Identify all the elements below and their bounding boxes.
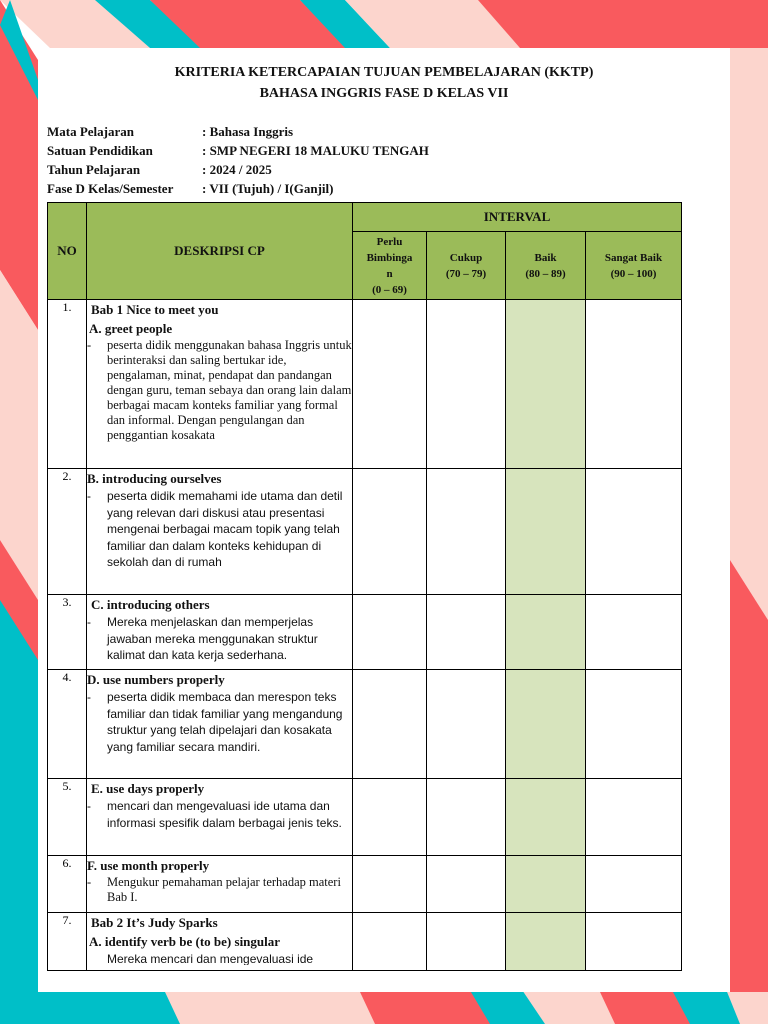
bullet-dash: - [87, 338, 92, 352]
header-cukup [427, 232, 506, 300]
meta-label: Mata Pelajaran [47, 124, 135, 139]
header-range: (80 – 89) [525, 267, 566, 280]
meta-value: : 2024 / 2025 [202, 162, 272, 177]
objective-heading: A. greet people [89, 321, 173, 336]
stripe-coral [730, 560, 768, 1024]
header-range: (90 – 100) [610, 267, 657, 280]
chapter-heading: Bab 1 Nice to meet you [91, 302, 219, 317]
cell-sangat-baik [586, 779, 682, 856]
header-perlu-line: n [386, 267, 393, 280]
cell-cukup [427, 595, 506, 670]
meta-value: : VII (Tujuh) / I(Ganjil) [202, 181, 334, 196]
document-page [38, 48, 730, 992]
table-row [48, 670, 682, 779]
bullet-dash: - [87, 489, 91, 503]
cell-cukup [427, 856, 506, 913]
meta-value: : SMP NEGERI 18 MALUKU TENGAH [202, 143, 429, 158]
header-baik [506, 232, 586, 300]
description-body: mencari dan mengevaluasi ide utama dan informasi spesifik dalam berbagai jenis teks. [107, 799, 342, 830]
description-body: peserta didik memahami ide utama dan detil yang relevan dari diskusi atau presentasi mengenai berbagai macam topik yang telah familiar dan dalam konteks kehidupan di sekolah dan di rumah [107, 489, 343, 569]
row-number: 7. [48, 913, 87, 971]
row-description [87, 913, 353, 971]
cell-sangat-baik [586, 670, 682, 779]
header-name: Baik [534, 251, 557, 264]
cell-cukup [427, 670, 506, 779]
row-number: 2. [48, 469, 87, 595]
bullet-dash: - [87, 799, 91, 813]
document-title: KRITERIA KETERCAPAIAN TUJUAN PEMBELAJARAN (KKTP) [174, 65, 594, 80]
description-text [87, 338, 352, 443]
table-row [48, 856, 682, 913]
cell-baik [506, 595, 586, 670]
header-no: NO [48, 203, 87, 300]
cell-perlu-bimbingan [353, 856, 427, 913]
table-row [48, 300, 682, 469]
header-perlu-line: Bimbinga [366, 251, 413, 264]
header-interval: INTERVAL [353, 203, 682, 232]
header-sangat-baik [586, 232, 682, 300]
kktp-table [47, 202, 682, 971]
header-name: Cukup [449, 251, 483, 264]
stripe-blush [730, 48, 768, 620]
meta-label: Satuan Pendidikan [47, 143, 153, 158]
row-description [87, 469, 353, 595]
cell-baik [506, 670, 586, 779]
row-number: 4. [48, 670, 87, 779]
meta-row [47, 143, 429, 159]
table-row [48, 779, 682, 856]
row-number: 3. [48, 595, 87, 670]
cell-baik [506, 469, 586, 595]
row-number: 1. [48, 300, 87, 469]
cell-perlu-bimbingan [353, 913, 427, 971]
description-text [87, 689, 352, 755]
header-perlu-line: Perlu [376, 235, 403, 248]
cell-perlu-bimbingan [353, 670, 427, 779]
cell-perlu-bimbingan [353, 469, 427, 595]
header-range: (0 – 69) [372, 283, 407, 296]
row-description [87, 300, 353, 469]
bullet-dash: - [87, 615, 91, 629]
row-number: 6. [48, 856, 87, 913]
meta-value: : Bahasa Inggris [202, 124, 294, 139]
description-body: Mereka mencari dan mengevaluasi ide [107, 952, 314, 965]
objective-heading: A. identify verb be (to be) singular [89, 934, 281, 949]
row-description [87, 856, 353, 913]
description-text [87, 875, 352, 905]
row-description [87, 595, 353, 670]
cell-sangat-baik [586, 913, 682, 971]
stripe-teal [0, 992, 180, 1024]
cell-sangat-baik [586, 469, 682, 595]
objective-heading: E. use days properly [91, 781, 205, 796]
bullet-dash: - [87, 690, 91, 704]
cell-baik [506, 913, 586, 971]
bullet-dash: - [87, 875, 92, 889]
table-row [48, 913, 682, 971]
stripe-coral [478, 0, 768, 48]
cell-perlu-bimbingan [353, 595, 427, 670]
meta-label: Tahun Pelajaran [47, 162, 141, 177]
meta-label: Fase D Kelas/Semester [47, 181, 174, 196]
cell-cukup [427, 300, 506, 469]
cell-sangat-baik [586, 595, 682, 670]
objective-heading: C. introducing others [91, 597, 210, 612]
meta-row [47, 162, 272, 178]
cell-sangat-baik [586, 856, 682, 913]
header-perlu-bimbingan [353, 232, 427, 300]
row-description [87, 670, 353, 779]
cell-perlu-bimbingan [353, 779, 427, 856]
cell-baik [506, 779, 586, 856]
cell-cukup [427, 469, 506, 595]
row-description [87, 779, 353, 856]
chapter-heading: Bab 2 It’s Judy Sparks [91, 915, 218, 930]
objective-heading: D. use numbers properly [87, 672, 225, 687]
description-text [87, 798, 352, 831]
description-text [87, 951, 352, 965]
table-row [48, 469, 682, 595]
header-name: Sangat Baik [604, 251, 663, 264]
row-number: 5. [48, 779, 87, 856]
header-range: (70 – 79) [445, 267, 487, 280]
description-text [87, 614, 352, 664]
cell-baik [506, 300, 586, 469]
stripe-teal [0, 600, 38, 1024]
table-row [48, 595, 682, 670]
meta-row [47, 181, 333, 197]
cell-perlu-bimbingan [353, 300, 427, 469]
cell-cukup [427, 913, 506, 971]
objective-heading: B. introducing ourselves [87, 471, 222, 486]
cell-sangat-baik [586, 300, 682, 469]
description-body: Mengukur pemahaman pelajar terhadap materi Bab I. [107, 875, 341, 904]
header-deskripsi-cp: DESKRIPSI CP [87, 203, 353, 300]
document-subtitle: BAHASA INGGRIS FASE D KELAS VII [259, 86, 509, 101]
description-text [87, 488, 352, 571]
meta-row [47, 124, 293, 140]
objective-heading: F. use month properly [87, 858, 210, 873]
cell-baik [506, 856, 586, 913]
description-body: Mereka menjelaskan dan memperjelas jawaban mereka menggunakan struktur kalimat dan kata kerja sederhana. [107, 615, 318, 662]
description-body: peserta didik menggunakan bahasa Inggris untuk berinteraksi dan saling bertukar ide, pengalaman, minat, pendapat dan pandangan dengan guru, teman sebaya dan orang lain dalam berbagai macam konteks familiar yang formal dan informal. Dengan pengulangan dan penggantian kosakata [107, 338, 352, 442]
cell-cukup [427, 779, 506, 856]
description-body: peserta didik membaca dan merespon teks familiar dan tidak familiar yang mengandung struktur yang telah dipelajari dan kosakata yang familiar secara mandiri. [107, 690, 343, 754]
